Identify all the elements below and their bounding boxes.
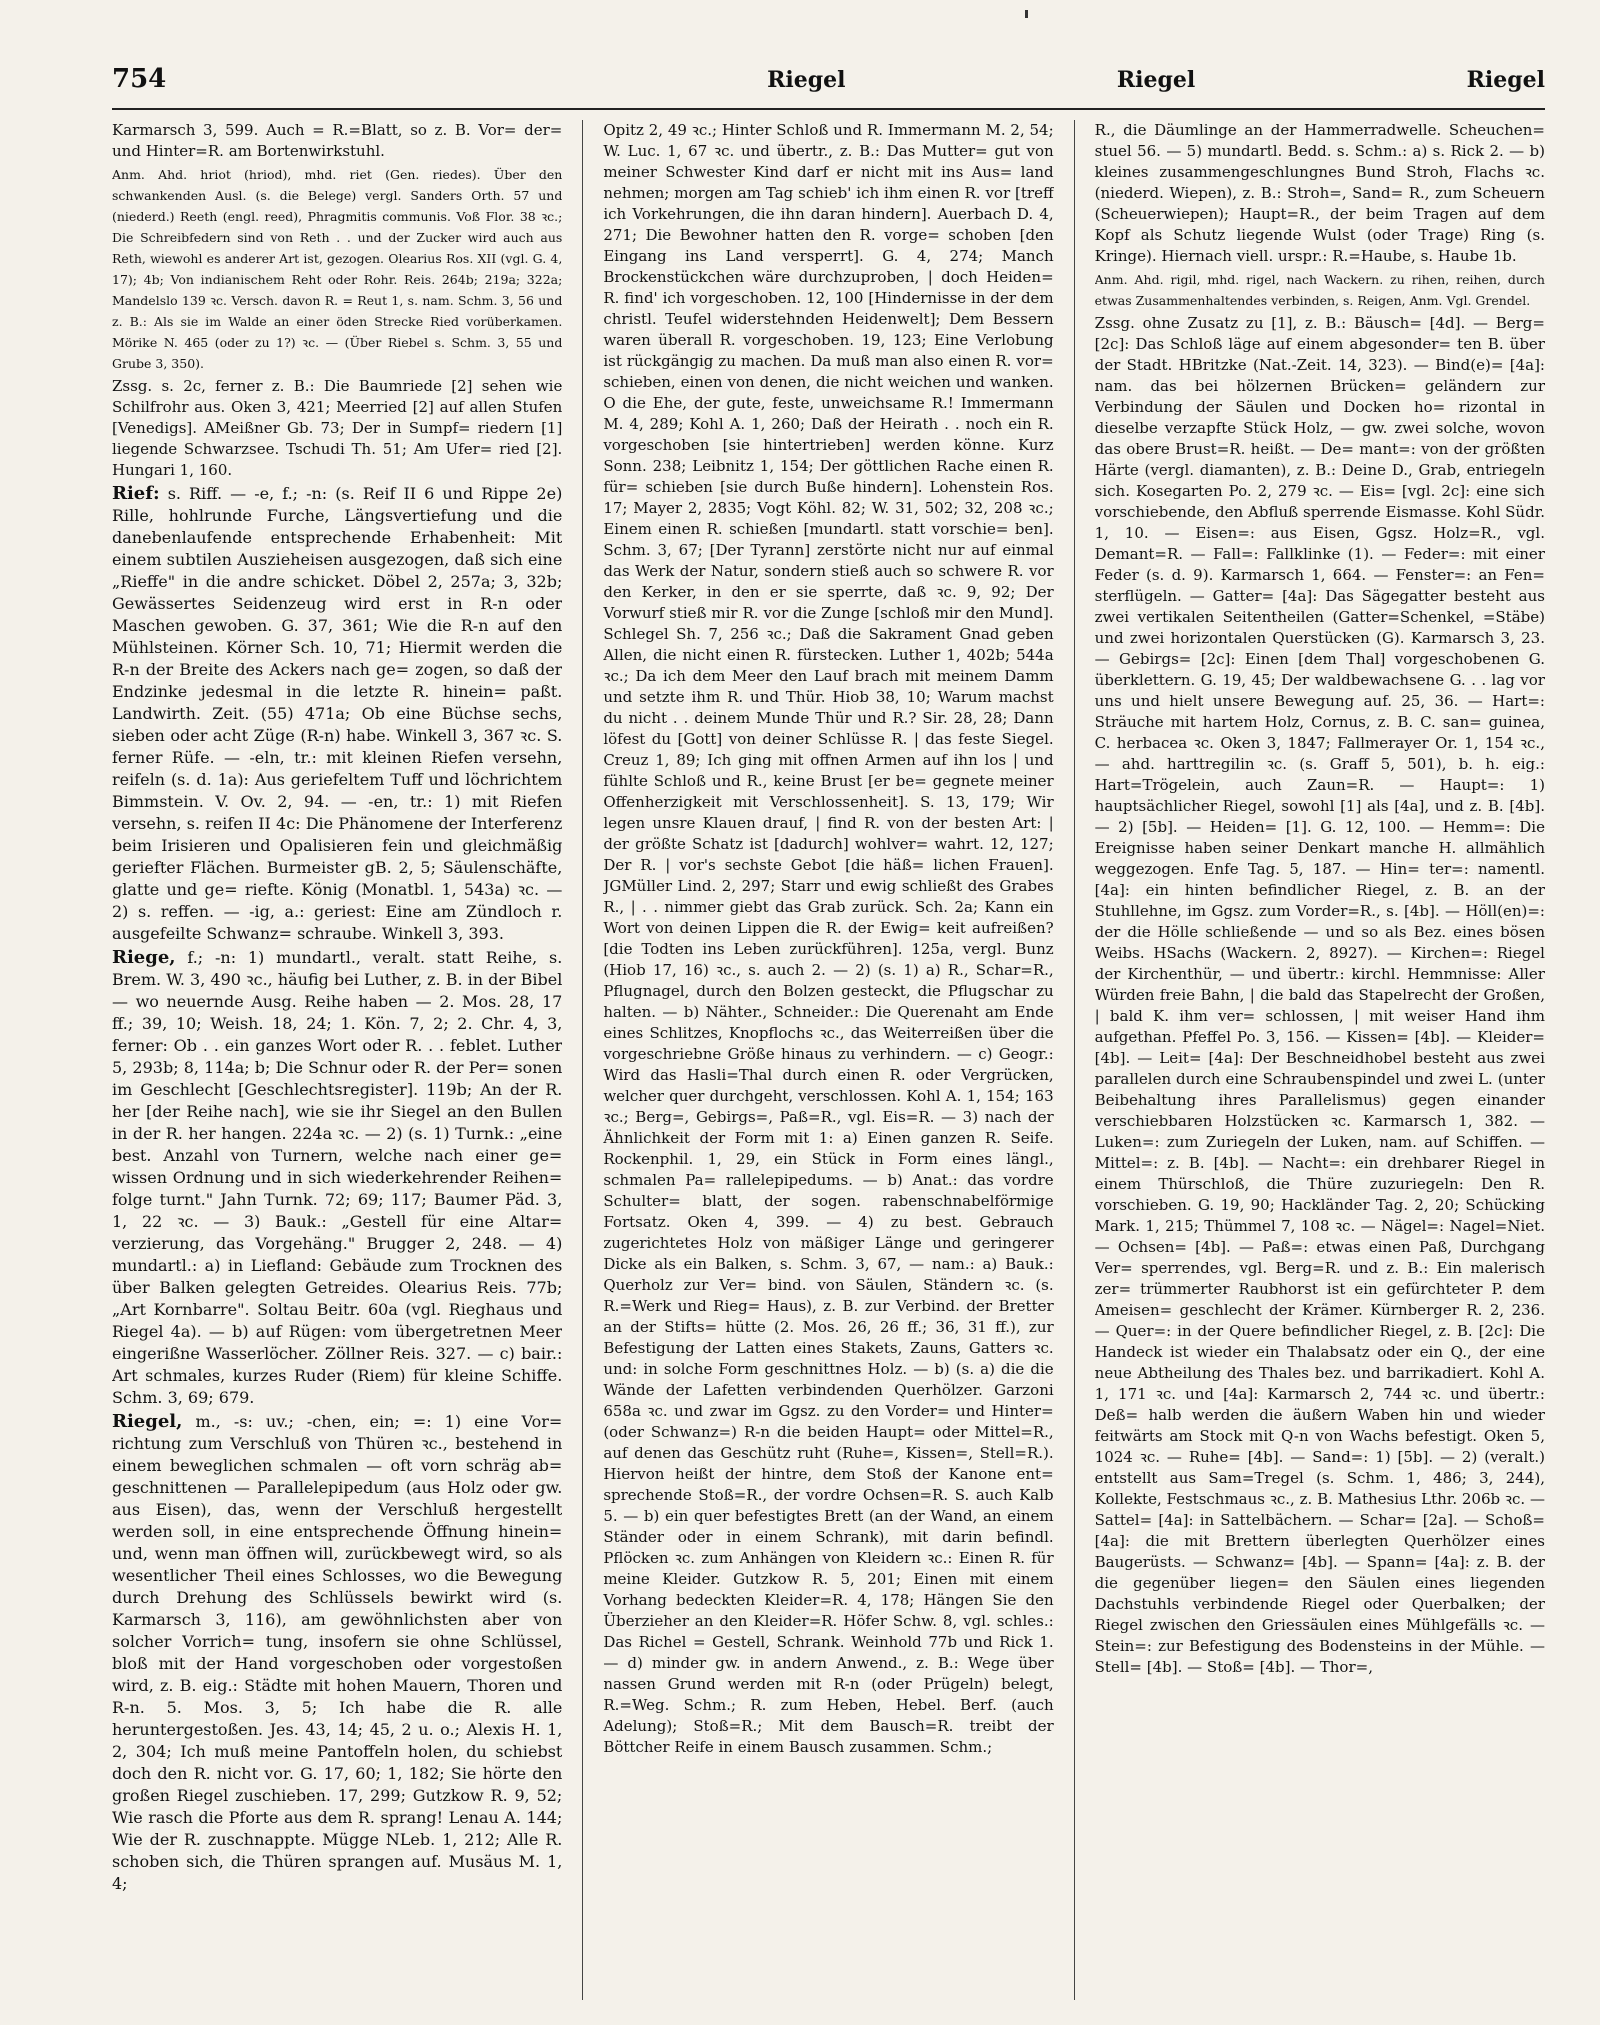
dictionary-entry [112,1411,562,1895]
column-right [1095,120,1545,2000]
entry-text: f.; -n: 1) mundartl., veralt. statt Reihe, s. Brem. W. 3, 490 ꝛc., häufig bei Luther, z. B. in der Bibel — wo neuernde Ausg. Reihe haben — 2. Mos. 28, 17 ff.; 39, 10; Weish. 18, 24; 1. Kön. 7, 2; 2. Chr. 4, 3, ferner: Ob . . ein ganzes Wort oder R. . . feblet. Luther 5, 293b; 8, 114a; b; Die Schnur oder R. der Per= sonen im Geschlecht [Geschlechtsregister]. 119b; An der R. her [der Reihe nach], wie sie ihr Siegel an den Bullen in der R. her hangen. 224a ꝛc. — 2) (s. 1) Turnk.: „eine best. Anzahl von Turnern, welche nach einer ge= wissen Ordnung und in sich wiederkehrender Reihen= folge turnt." Jahn Turnk. 72; 69; 117; Baumer Päd. 3, 1, 22 ꝛc. — 3) Bauk.: „Gestell für eine Altar= verzierung, das Vorgehäng." Brugger 2, 248. — 4) mundartl.: a) in Liefland: Gebäude zum Trocknen des über Balken gelegten Getreides. Olearius Reis. 77b; „Art Kornbarre". Soltau Beitr. 60a (vgl. Rieghaus und Riegel 4a). — b) auf Rügen: vom übergetretnen Meer eingerißne Wasserlöcher. Zöllner Reis. 327. — c) bair.: Art schmales, kurzes Ruder (Riem) für kleine Schiffe. Schm. 3, 69; 679. [112,948,563,1407]
entry-text: Opitz 2, 49 ꝛc.; Hinter Schloß und R. Immermann M. 2, 54; W. Luc. 1, 67 ꝛc. und übertr., z. B.: Das Mutter= gut von meiner Schwester Kind darf er nicht mit ins Aus= land nehmen; morgen am Tag schieb' ich ihm einen R. vor [treff ich Vorkehrungen, die ihn daran hindern]. Auerbach D. 4, 271; Die Bewohner hatten den R. vorge= schoben [den Eingang ins Land versperrt]. G. 4, 274; Manch Brockenstückchen wäre durchzuproben, | doch Heiden= R. find' ich vorgeschoben. 12, 100 [Hindernisse in der dem christl. Teufel widerstehnden Heidenwelt]; Dem Bessern waren überall R. vorgeschoben. 19, 123; Eine Verlobung ist rückgängig zu machen. Da muß man also einen R. vor= schieben, einen von denen, die nicht weichen und wanken. O die Ehe, der gute, feste, unweichsame R.! Immermann M. 4, 289; Kohl A. 1, 260; Daß der Heirath . . noch ein R. vorgeschoben [sie hintertrieben] werden könne. Kurz Sonn. 238; Leibnitz 1, 154; Der göttlichen Rache einen R. für= schieben [sie durch Buße hindern]. Lohenstein Ros. 17; Mayer 2, 2835; Vogt Köhl. 82; W. 31, 502; 32, 208 ꝛc.; Einem einen R. schießen [mundartl. statt vorschie= ben]. Schm. 3, 67; [Der Tyrann] zerstörte nicht nur auf einmal das Werk der Natur, sondern stieß auch so schwere R. vor den Kerker, in den er sie sperrte, daß ꝛc. 9, 92; Der Vorwurf stieß mir R. vor die Zunge [schloß mir den Mund]. Schlegel Sh. 7, 256 ꝛc.; Daß die Sakrament Gnad geben Allen, die nicht einen R. fürstecken. Luther 1, 402b; 544a ꝛc.; Da ich dem Meer den Lauf brach mit meinem Damm und setzte ihm R. und Thür. Hiob 38, 10; Warum machst du nicht . . deinem Munde Thür und R.? Sir. 28, 28; Dann löfest du [Gott] von deiner Schlüsse R. | das feste Siegel. Creuz 1, 89; Ich ging mit offnen Armen auf ihn los | und fühlte Schloß und R., keine Brust [er be= gegnete meiner Offenherzigkeit mit Verschlossenheit]. S. 13, 179; Wir legen unsre Klauen drauf, | find R. von der besten Art: | der größte Schatz ist [dadurch] wohlver= wahrt. 12, 127; Der R. | vor's sechste Gebot [die häß= lichen Frauen]. JGMüller Lind. 2, 297; Starr und ewig schließt des Grabes R., | . . nimmer giebt das Grab zurück. Sch. 2a; Kann ein Wort von deinen Lippen die R. der Ewig= keit aufreißen? [die Todten ins Leben zurückführen]. 125a, vergl. Bunz (Hiob 17, 16) ꝛc., s. auch 2. — 2) (s. 1) a) R., Schar=R., Pflugnagel, durch den Bolzen gesteckt, die Pflugschar zu halten. — b) Nähter., Schneider.: Die Querenaht am Ende eines Schlitzes, Knopflochs ꝛc., das Weiterreißen über die vorgeschriebne Größe hinaus zu verhindern. — c) Geogr.: Wird das Hasli=Thal durch einen R. oder Vergrücken, welcher quer durchgeht, verschlossen. Kohl A. 1, 154; 163 ꝛc.; Berg=, Gebirgs=, Paß=R., vgl. Eis=R. — 3) nach der Ähnlichkeit der Form mit 1: a) Einen ganzen R. Seife. Rockenphil. 1, 29, ein Stück in Form eines längl., schmalen Pa= rallelepipedums. — b) Anat.: das vordre Schulter= blatt, der sogen. rabenschnabelförmige Fortsatz. Oken 4, 399. — 4) zu best. Gebrauch zugerichtetes Holz von mäßiger Länge und geringerer Dicke als ein Balken, s. Schm. 3, 67, — nam.: a) Bauk.: Querholz zur Ver= bind. von Säulen, Ständern ꝛc. (s. R.=Werk und Rieg= Haus), z. B. zur Verbind. der Bretter an der Stifts= hütte (2. Mos. 26, 26 ff.; 36, 31 ff.), zur Befestigung der Latten eines Stakets, Zauns, Gatters ꝛc. und: in solche Form geschnittnes Holz. — b) (s. a) die die Wände der Lafetten verbindenden Querhölzer. Garzoni 658a ꝛc. und zwar im Ggsz. zu den Vorder= und Hinter= (oder Schwanz=) R-n die beiden Haupt= oder Mittel=R., auf denen das Geschütz ruht (Ruhe=, Kissen=, Stell=R.). Hiervon heißt der hintre, dem Stoß der Kanone ent= sprechende Stoß=R., der vordre Ochsen=R. S. auch Kalb 5. — b) ein quer befestigtes Brett (an der Wand, an einem Ständer oder in einem Schrank), mit darin befindl. Pflöcken ꝛc. zum Anhängen von Kleidern ꝛc.: Einen R. für meine Kleider. Gutzkow R. 5, 201; Einen mit einem Vorhang bedeckten Kleider=R. 4, 178; Hängen Sie den Überzieher an den Kleider=R. Höfer Schw. 8, vgl. schles.: Das Richel = Gestell, Schrank. Weinhold 77b und Rick 1. — d) minder gw. in andern Anwend., z. B.: Wege über nassen Grund werden mit R-n (oder Prügeln) belegt, R.=Weg. Schm.; R. zum Heben, Hebel. Berf. (auch Adelung); Stoß=R.; Mit dem Bausch=R. treibt der Böttcher Reife in einem Bausch zusammen. Schm.; [603,121,1054,1756]
entry-text: Zssg. ohne Zusatz zu [1], z. B.: Bäusch= [4d]. — Berg= [2c]: Das Schloß läge auf einem abgesonder= ten B. über der Stadt. HBritzke (Nat.-Zeit. 14, 323). — Bind(e)= [4a]: nam. das bei hölzernen Brücken= geländern zur Verbindung der Säulen und Docken ho= rizontal in dieselbe verzapfte Stück Holz, — gw. zwei solche, wovon das obere Brust=R. heißt. — De= mant=: von der größten Härte (vergl. diamanten), z. B.: Deine D., Grab, entriegeln sich. Kosegarten Po. 2, 279 ꝛc. — Eis= [vgl. 2c]: eine sich vorschiebende, den Abfluß sperrende Eismasse. Kohl Südr. 1, 10. — Eisen=: aus Eisen, Ggsz. Holz=R., vgl. Demant=R. — Fall=: Fallklinke (1). — Feder=: mit einer Feder (s. d. 9). Karmarsch 1, 664. — Fenster=: an Fen= sterflügeln. — Gatter= [4a]: Das Sägegatter besteht aus zwei vertikalen Seitentheilen (Gatter=Schenkel, =Stäbe) und zwei horizontalen Querstücken (G). Karmarsch 3, 23. — Gebirgs= [2c]: Einen [dem Thal] vorgeschobenen G. überklettern. G. 19, 45; Der waldbewachsene G. . . lag vor uns und hielt unsere Bewegung auf. 25, 36. — Hart=: Sträuche mit hartem Holz, Cornus, z. B. C. san= guinea, C. herbacea ꝛc. Oken 3, 1847; Fallmerayer Or. 1, 154 ꝛc., — ahd. harttregilin ꝛc. (s. Graff 5, 501), b. h. eig.: Hart=Trögelein, auch Zaun=R. — Haupt=: 1) hauptsächlicher Riegel, sowohl [1] als [4a], und z. B. [4b]. — 2) [5b]. — Heiden= [1]. G. 12, 100. — Hemm=: Die Ereignisse haben seiner Denkart manche H. allmählich weggezogen. Enfe Tag. 5, 187. — Hin= ter=: namentl. [4a]: ein hinten befindlicher Riegel, z. B. an der Stuhllehne, im Ggsz. zum Vorder=R., s. [4b]. — Höll(en)=: der die Hölle schließende — und so als Bez. eines bösen Weibs. HSachs (Wackern. 2, 8927). — Kirchen=: Riegel der Kirchenthür, — und übertr.: kirchl. Hemmnisse: Aller Würden freie Bahn, | die bald das Stapelrecht der Großen, | bald K. ihm ver= schlossen, | mit weiser Hand ihm aufgethan. Pfeffel Po. 3, 156. — Kissen= [4b]. — Kleider= [4b]. — Leit= [4a]: Der Beschneidhobel besteht aus zwei parallelen durch eine Schraubenspindel und zwei L. (unter Beibehaltung ihres Parallelismus) gegen einander verschiebbaren Holzstücken ꝛc. Karmarsch 1, 382. — Luken=: zum Zuriegeln der Luken, nam. auf Schiffen. — Mittel=: z. B. [4b]. — Nacht=: ein drehbarer Riegel in einem Thürschloß, die Thüre zuzuriegeln: Den R. vorschieben. G. 19, 90; Hackländer Tag. 2, 20; Schücking Mark. 1, 215; Thümmel 7, 108 ꝛc. — Nägel=: Nagel=Niet. — Ochsen= [4b]. — Paß=: etwas einen Paß, Durchgang Ver= sperrendes, vgl. Berg=R. und z. B.: Ein malerisch zer= trümmerter Raubhorst ist ein gefürchteter P. dem Ameisen= geschlecht der Krämer. Kürnberger R. 2, 236. — Quer=: in der Quere befindlicher Riegel, z. B. [2c]: Die Handeck ist wieder ein Thalabsatz oder ein Q., der eine neue Abtheilung des Thales bez. und barrikadiert. Kohl A. 1, 171 ꝛc. und [4a]: Karmarsch 2, 744 ꝛc. und übertr.: Deß= halb werden die äußern Waben hin und wieder feitwärts am Stock mit Q-n von Wachs befestigt. Oken 5, 1024 ꝛc. — Ruhe= [4b]. — Sand=: 1) [5b]. — 2) (veralt.) entstellt aus Sam=Tregel (s. Schm. 1, 486; 3, 244), Kollekte, Festschmaus ꝛc., z. B. Mathesius Lthr. 206b ꝛc. — Sattel= [4a]: in Sattelbächern. — Schar= [2a]. — Schoß= [4a]: die mit Brettern überlegten Querhölzer eines Baugerüsts. — Schwanz= [4b]. — Spann= [4a]: z. B. der die gegenüber liegen= den Säulen eines liegenden Dachstuhls verbindende Riegel oder Querbalken; der Riegel zwischen den Griessäulen eines Mühlgefälls ꝛc. — Stein=: zur Befestigung des Bodensteins in der Mühle. — Stell= [4b]. — Stoß= [4b]. — Thor=, [1094,314,1545,1676]
annotation-paragraph [1095,269,1545,311]
running-head-center: Riegel [1116,67,1196,93]
page-header [112,64,1545,98]
column-divider [1074,120,1075,2000]
running-head-left: Riegel [767,67,846,93]
running-head-right: Riegel [1466,67,1545,93]
print-mark [1025,10,1028,18]
entry-paragraph [603,120,1053,1758]
entry-text: Karmarsch 3, 599. Auch = R.=Blatt, so z. B. Vor= der= und Hinter=R. am Bortenwirkstuhl. [112,121,563,160]
entry-text: Anm. Ahd. rigil, mhd. rigel, nach Wackern. zu rihen, reihen, durch etwas Zusammenhaltendes verbinden, s. Reigen, Anm. Vgl. Grendel. [1094,272,1545,308]
dictionary-entry [112,483,562,945]
entry-paragraph [112,376,562,481]
column-divider [582,120,583,2000]
entry-paragraph [1095,313,1545,1678]
entry-text: m., -s: uv.; -chen, ein; =: 1) eine Vor= richtung zum Verschluß von Thüren ꝛc., bestehend in einem beweglichen schmalen — oft vorn schräg ab= geschnittenen — Parallelepipedum (aus Holz oder gw. aus Eisen), das, wenn der Verschluß hergestellt werden soll, in eine entsprechende Öffnung hinein= und, wenn man öffnen will, zurückbewegt wird, so als wesentlicher Theil eines Schlosses, wo die Bewegung durch Drehung des Schlüssels bewirkt wird (s. Karmarsch 3, 116), am gewöhnlichsten aber von solcher Vorrich= tung, insofern sie ohne Schlüssel, bloß mit der Hand vorgeschoben oder vorgestoßen wird, z. B. eig.: Städte mit hohen Mauern, Thoren und R-n. 5. Mos. 3, 5; Ich habe die R. alle heruntergestoßen. Jes. 43, 14; 45, 2 u. o.; Alexis H. 1, 2, 304; Ich muß meine Pantoffeln holen, du schiebst doch den R. nicht vor. G. 17, 60; 1, 182; Sie hörte den großen Riegel zuschieben. 17, 299; Gutzkow R. 9, 52; Wie rasch die Pforte aus dem R. sprang! Lenau A. 144; Wie der R. zuschnappte. Mügge NLeb. 1, 212; Alle R. schoben sich, die Thüren sprangen auf. Musäus M. 1, 4; [112,1412,563,1893]
entry-paragraph [112,120,562,162]
entry-text: Anm. Ahd. hriot (hriod), mhd. riet (Gen. riedes). Über den schwankenden Ausl. (s. die Belege) vergl. Sanders Orth. 57 und (niederd.) Reeth (engl. reed), Phragmitis communis. Voß Flor. 38 ꝛc.; Die Schreibfedern sind von Reth . . und der Zucker wird auch aus Reth, wiewohl es anderer Art ist, gezogen. Olearius Ros. XII (vgl. G. 4, 17); 4b; Von indianischem Reht oder Rohr. Reis. 264b; 219a; 322a; Mandelslo 139 ꝛc. Versch. davon R. = Reut 1, s. nam. Schm. 3, 56 und z. B.: Als sie im Walde an einer öden Strecke Ried vorüberkamen. Mörike N. 465 (oder zu 1?) ꝛc. — (Über Riebel s. Schm. 3, 55 und Grube 3, 350). [112,167,563,371]
dictionary-columns [112,120,1545,2000]
entry-text: Zssg. s. 2c, ferner z. B.: Die Baumriede [2] sehen wie Schilfrohr aus. Oken 3, 421; Meerried [2] auf allen Stufen [Venedigs]. AMeißner Gb. 73; Der in Sumpf= riedern [1] liegende Schwarzsee. Tschudi Th. 51; Am Ufer= ried [2]. Hungari 1, 160. [112,377,563,479]
entry-text: s. Riff. — -e, f.; -n: (s. Reif II 6 und Rippe 2e) Rille, hohlrunde Furche, Längsvertiefung und die danebenlaufende entsprechende Erhabenheit: Mit einem subtilen Auszieheisen ausgezogen, daß sich eine „Rieffe" in die andre schicket. Döbel 2, 257a; 3, 32b; Gewässertes Seidenzeug wird erst in R-n oder Maschen gewoben. G. 37, 361; Wie die R-n auf den Mühlsteinen. Körner Sch. 10, 71; Hiermit werden die R-n der Breite des Ackers nach ge= zogen, so daß der Endzinke jedesmal in die letzte R. hinein= paßt. Landwirth. Zeit. (55) 471a; Ob eine Büchse sechs, sieben oder acht Züge (R-n) habe. Winkell 3, 367 ꝛc. S. ferner Rüfe. — -eln, tr.: mit kleinen Riefen versehn, reifeln (s. d. 1a): Aus geriefeltem Tuff und löchrichtem Bimmstein. V. Ov. 2, 94. — -en, tr.: 1) mit Riefen versehn, s. reifen II 4c: Die Phänomene der Interferenz beim Irisieren und Opalisieren fein und gleichmäßig geriefter Flächen. Burmeister gB. 2, 5; Säulenschäfte, glatte und ge= riefte. König (Monatbl. 1, 543a) ꝛc. — 2) s. reffen. — -ig, a.: geriest: Eine am Zündloch r. ausgefeilte Schwanz= schraube. Winkell 3, 393. [112,484,563,943]
header-rule [112,108,1545,110]
entry-headword: Riegel, [112,1411,183,1432]
annotation-paragraph [112,164,562,374]
entry-paragraph [1095,120,1545,267]
entry-text: R., die Däumlinge an der Hammerradwelle. Scheuchen= stuel 56. — 5) mundartl. Bedd. s. Schm.: a) s. Rick 2. — b) kleines zusammengeschlungnes Bund Stroh, Flachs ꝛc. (niederd. Wiepen), z. B.: Stroh=, Sand= R., zum Scheuern (Scheuerwiepen); Haupt=R., der beim Tragen auf dem Kopf als Schutz liegende Wulst (oder Trage) Ring (s. Kringe). Hiernach viell. urspr.: R.=Haube, s. Haube 1b. [1094,121,1545,265]
entry-headword: Riege, [112,947,176,968]
column-middle [603,120,1053,2000]
column-left [112,120,562,2000]
dictionary-entry [112,947,562,1409]
page-number: 754 [112,64,167,94]
entry-headword: Rief: [112,483,160,504]
